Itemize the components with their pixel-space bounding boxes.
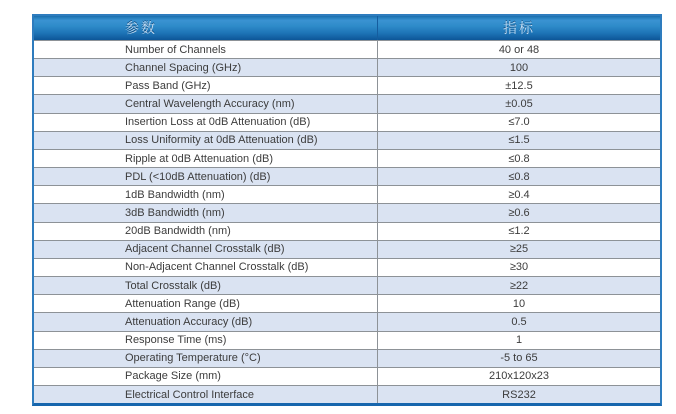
spec-table: [32, 14, 662, 406]
param-cell: Attenuation Accuracy (dB): [125, 315, 253, 328]
value-cell: ≤1.5: [377, 132, 660, 149]
param-cell: Response Time (ms): [125, 334, 227, 347]
table-row: [34, 76, 660, 94]
table-row: [34, 149, 660, 167]
table-header-row: [34, 16, 660, 40]
table-row: [34, 94, 660, 112]
param-cell: 1dB Bandwidth (nm): [125, 188, 225, 201]
value-cell: ±12.5: [377, 77, 660, 94]
value-cell: ≤0.8: [377, 150, 660, 167]
table-row: [34, 294, 660, 312]
value-cell: ≥25: [377, 241, 660, 258]
param-cell: Channel Spacing (GHz): [125, 61, 242, 74]
value-cell: ≤7.0: [377, 114, 660, 131]
param-cell: Non-Adjacent Channel Crosstalk (dB): [125, 261, 309, 274]
value-cell: -5 to 65: [377, 350, 660, 367]
value-cell: 40 or 48: [377, 41, 660, 58]
value-cell: ≥0.6: [377, 204, 660, 221]
param-cell: Number of Channels: [125, 43, 226, 56]
param-cell: PDL (<10dB Attenuation) (dB): [125, 170, 271, 183]
param-cell: Ripple at 0dB Attenuation (dB): [125, 152, 273, 165]
table-row: [34, 276, 660, 294]
value-cell: ≥0.4: [377, 186, 660, 203]
table-row: [34, 367, 660, 385]
table-row: [34, 203, 660, 221]
table-row: [34, 40, 660, 58]
table-row: [34, 167, 660, 185]
value-cell: 100: [377, 59, 660, 76]
table-row: [34, 222, 660, 240]
table-row: [34, 131, 660, 149]
param-cell: Package Size (mm): [125, 370, 221, 383]
table-row: [34, 58, 660, 76]
table-row: [34, 258, 660, 276]
column-header-param: 参数: [125, 20, 157, 36]
table-row: [34, 113, 660, 131]
param-cell: Adjacent Channel Crosstalk (dB): [125, 243, 285, 256]
param-cell: Central Wavelength Accuracy (nm): [125, 98, 295, 111]
value-cell: RS232: [377, 386, 660, 403]
table-row: [34, 312, 660, 330]
table-row: [34, 385, 660, 403]
param-cell: 3dB Bandwidth (nm): [125, 206, 225, 219]
value-cell: ±0.05: [377, 95, 660, 112]
param-cell: Pass Band (GHz): [125, 79, 211, 92]
param-cell: Loss Uniformity at 0dB Attenuation (dB): [125, 134, 318, 147]
column-header-spec: 指标: [377, 16, 660, 40]
value-cell: ≥22: [377, 277, 660, 294]
value-cell: ≥30: [377, 259, 660, 276]
value-cell: 0.5: [377, 313, 660, 330]
table-row: [34, 349, 660, 367]
param-cell: Operating Temperature (°C): [125, 352, 261, 365]
param-cell: Attenuation Range (dB): [125, 297, 240, 310]
value-cell: ≤1.2: [377, 223, 660, 240]
table-row: [34, 331, 660, 349]
value-cell: 210x120x23: [377, 368, 660, 385]
table-row: [34, 185, 660, 203]
value-cell: 10: [377, 295, 660, 312]
param-cell: Electrical Control Interface: [125, 388, 254, 401]
value-cell: 1: [377, 332, 660, 349]
param-cell: 20dB Bandwidth (nm): [125, 225, 231, 238]
param-cell: Insertion Loss at 0dB Attenuation (dB): [125, 116, 311, 129]
value-cell: ≤0.8: [377, 168, 660, 185]
table-body: [34, 40, 660, 403]
table-row: [34, 240, 660, 258]
param-cell: Total Crosstalk (dB): [125, 279, 221, 292]
